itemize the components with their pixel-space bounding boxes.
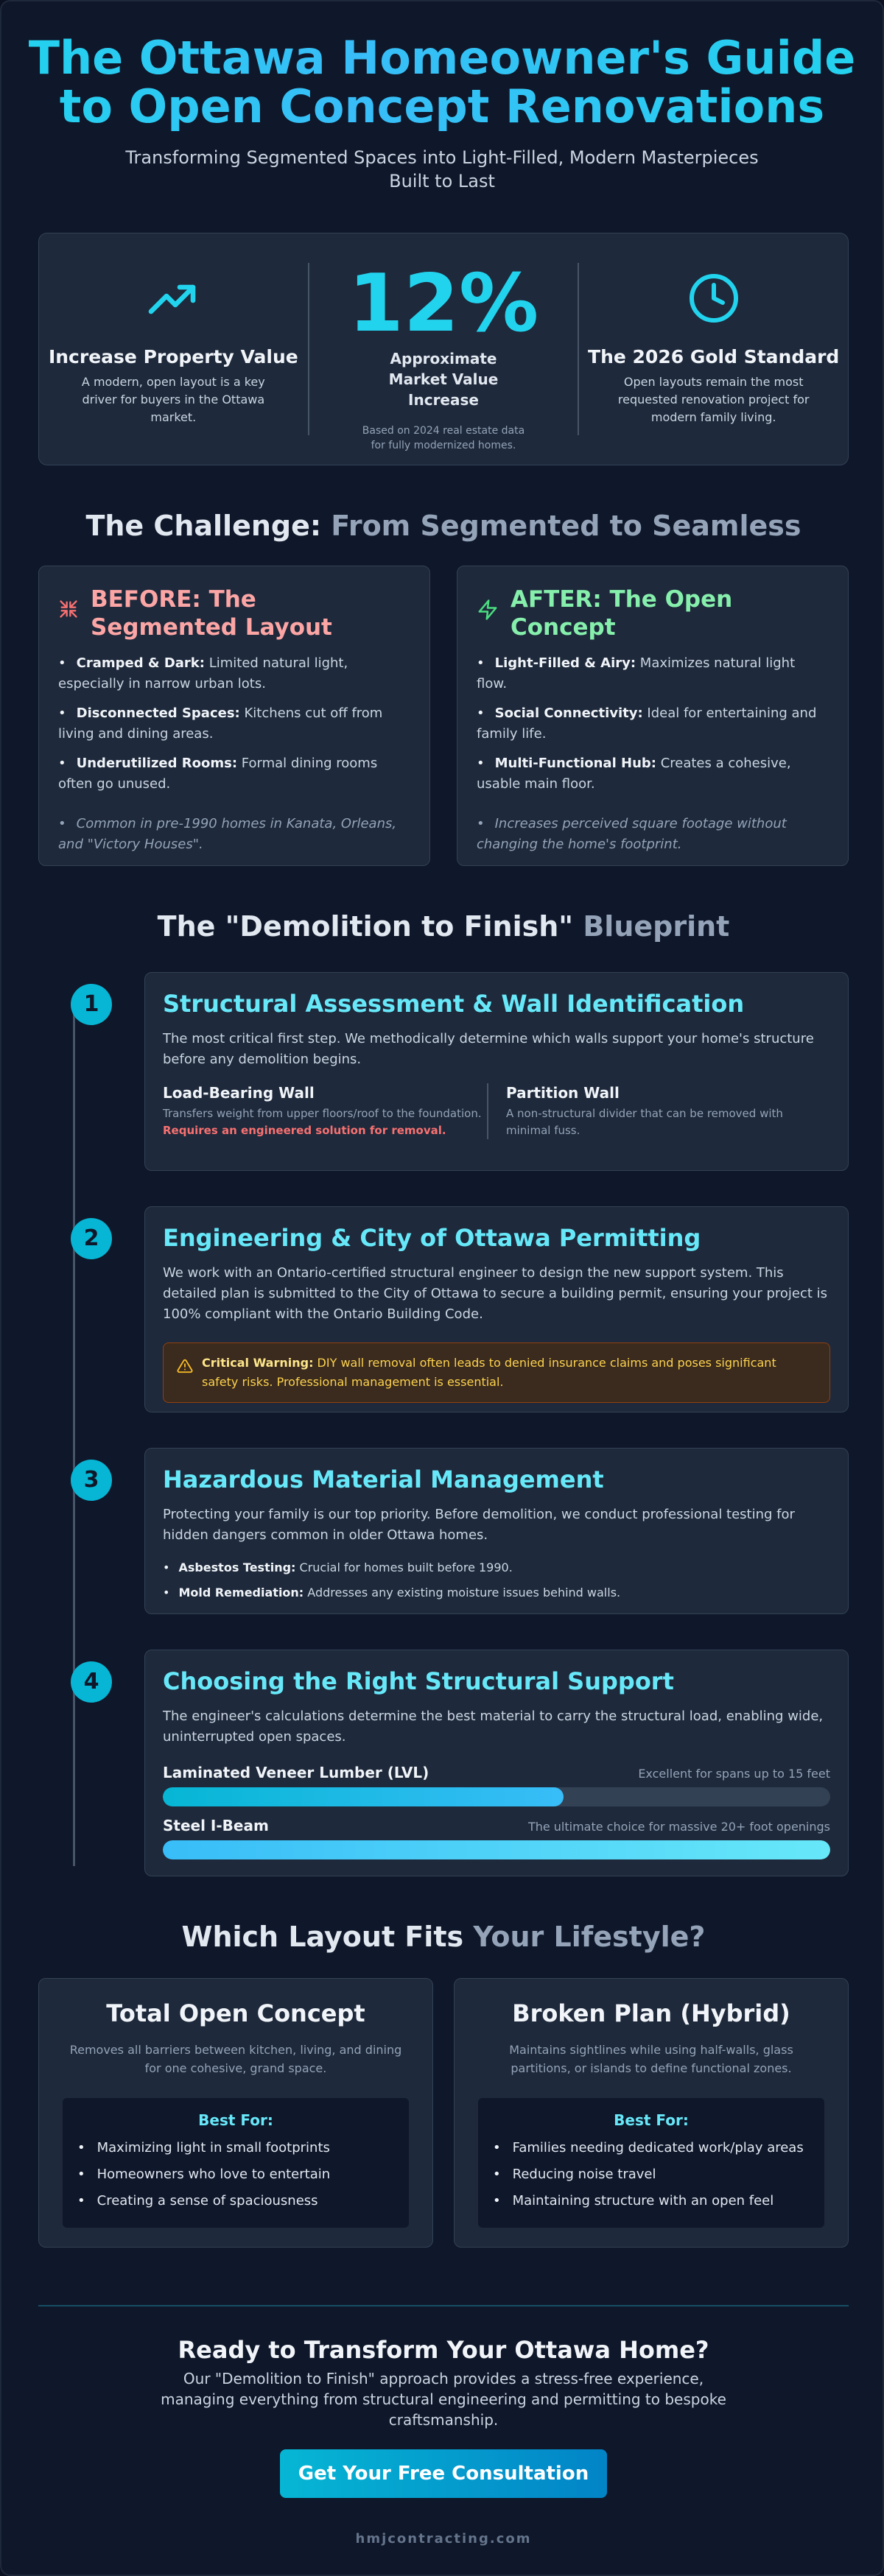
stat-title: The 2026 Gold Standard — [588, 346, 840, 367]
progress-fill — [163, 1787, 564, 1806]
stats-panel — [38, 233, 849, 465]
best-for-box: Best For: • Families needing dedicated work/play areas • Reducing noise travel • Maintaining structure with an open feel — [478, 2098, 824, 2228]
before-list — [58, 653, 410, 855]
after-note: • Increases perceived square footage without changing the home's footprint. — [477, 814, 829, 855]
list-item: • Creating a sense of spaciousness — [77, 2192, 394, 2210]
stat-market-value — [308, 258, 580, 451]
layout-card-open — [38, 1978, 433, 2248]
step-text: We work with an Ontario-certified structural engineer to design the new support system. This detailed plan is submitted to the City of Ottawa to secure a building permit, ensuring your project is 100% compliant with the Ontario Building Code. — [163, 1265, 828, 1322]
list-item: • Maximizing light in small footprints — [77, 2139, 394, 2157]
stat-note: Based on 2024 real estate data for fully modernized homes. — [362, 425, 525, 451]
after-card — [457, 566, 849, 866]
list-item: • Multi-Functional Hub: Creates a cohesive, usable main floor. — [477, 753, 829, 795]
list-item: • Disconnected Spaces: Kitchens cut off from living and dining areas. — [58, 703, 410, 745]
hero — [1, 1, 883, 193]
before-title: BEFORE: The Segmented Layout — [91, 586, 332, 641]
list-item: • Reducing noise travel — [493, 2166, 810, 2183]
step-number-4: 4 — [71, 1661, 112, 1703]
list-item: • Social Connectivity: Ideal for entertaining and family life. — [477, 703, 829, 745]
step-card-4 — [144, 1650, 849, 1876]
clock-icon — [687, 272, 740, 325]
hazard-list — [163, 1559, 830, 1602]
support-lvl: Laminated Veneer Lumber (LVL) Excellent for spans up to 15 feet — [163, 1764, 830, 1806]
list-item: • Light-Filled & Airy: Maximizes natural light flow. — [477, 653, 829, 694]
timeline-line — [73, 999, 75, 1866]
before-card — [38, 566, 430, 866]
stat-label: Approximate Market Value Increase — [388, 350, 499, 409]
step-number-1: 1 — [71, 984, 112, 1025]
title-line-2: to Open Concept Renovations — [59, 80, 825, 133]
step-card-2 — [144, 1206, 849, 1412]
wall-types — [163, 1083, 830, 1139]
stat-desc: Open layouts remain the most requested renovation project for modern family living. — [617, 375, 810, 424]
step-title: Structural Assessment & Wall Identification — [163, 990, 745, 1018]
step-number-3: 3 — [71, 1460, 112, 1501]
stat-property-value — [39, 233, 308, 465]
consultation-button[interactable]: Get Your Free Consultation — [280, 2449, 607, 2498]
footer-site-link[interactable]: hmjcontracting.com — [355, 2531, 532, 2547]
list-item: • Underutilized Rooms: Formal dining rooms often go unused. — [58, 753, 410, 795]
stat-desc: A modern, open layout is a key driver for buyers in the Ottawa market. — [81, 375, 265, 424]
progress-fill — [163, 1840, 830, 1859]
page-title — [1, 31, 883, 133]
stat-title: Increase Property Value — [48, 346, 298, 367]
before-note: • Common in pre-1990 homes in Kanata, Orleans, and "Victory Houses". — [58, 814, 410, 855]
step-text: Protecting your family is our top priority. Before demolition, we conduct professional testing for hidden dangers common in older Ottawa homes. — [163, 1507, 795, 1543]
trending-up-icon — [147, 272, 200, 325]
after-title: AFTER: The Open Concept — [511, 586, 733, 641]
cta-title: Ready to Transform Your Ottawa Home? — [178, 2336, 709, 2364]
load-bearing-wall: Load-Bearing Wall Transfers weight from upper floors/roof to the foundation. Requires an engineered solution for removal. — [163, 1084, 482, 1137]
step-card-3 — [144, 1448, 849, 1614]
stat-big-number: 12% — [348, 258, 539, 350]
support-steel: Steel I-Beam The ultimate choice for massive 20+ foot openings — [163, 1817, 830, 1859]
critical-warning: Critical Warning: DIY wall removal often leads to denied insurance claims and poses significant safety risks. Professional management is essential. — [163, 1342, 830, 1403]
layout-title: Total Open Concept — [106, 1999, 365, 2027]
list-item: • Cramped & Dark: Limited natural light, especially in narrow urban lots. — [58, 653, 410, 694]
step-title: Engineering & City of Ottawa Permitting — [163, 1224, 701, 1252]
list-item: • Homeowners who love to entertain — [77, 2166, 394, 2183]
layout-card-broken — [454, 1978, 849, 2248]
step-title: Hazardous Material Management — [163, 1465, 604, 1493]
layouts-heading: Which Layout Fits Your Lifestyle? — [181, 1921, 706, 1953]
shrink-arrows-icon — [58, 599, 79, 619]
page-subtitle: Transforming Segmented Spaces into Light-Filled, Modern Masterpieces Built to Last — [125, 147, 759, 191]
lightning-icon — [477, 599, 499, 621]
partition-wall: Partition Wall A non-structural divider that can be removed with minimal fuss. — [487, 1083, 830, 1139]
list-item: • Families needing dedicated work/play areas — [493, 2139, 810, 2157]
step-text: The most critical first step. We methodically determine which walls support your home's structure before any demolition begins. — [163, 1031, 814, 1067]
progress-track — [163, 1840, 830, 1859]
stat-gold-standard — [579, 233, 848, 465]
blueprint-heading: The "Demolition to Finish" Blueprint — [157, 910, 730, 943]
layout-desc: Maintains sightlines while using half-walls, glass partitions, or islands to define functional zones. — [509, 2043, 793, 2075]
warning-icon — [177, 1358, 193, 1374]
progress-track — [163, 1787, 830, 1806]
list-item: • Mold Remediation: Addresses any existing moisture issues behind walls. — [163, 1584, 830, 1602]
layout-title: Broken Plan (Hybrid) — [512, 1999, 790, 2027]
section-divider — [38, 2305, 849, 2306]
step-text: The engineer's calculations determine the best material to carry the structural load, enabling wide, uninterrupted open spaces. — [163, 1708, 824, 1745]
title-line-1: The Ottawa Homeowner's Guide — [28, 31, 856, 85]
list-item: • Asbestos Testing: Crucial for homes built before 1990. — [163, 1559, 830, 1577]
step-number-2: 2 — [71, 1218, 112, 1259]
best-for-box: Best For: • Maximizing light in small footprints • Homeowners who love to entertain • Creating a sense of spaciousness — [63, 2098, 409, 2228]
step-title: Choosing the Right Structural Support — [163, 1667, 674, 1695]
layout-desc: Removes all barriers between kitchen, living, and dining for one cohesive, grand space. — [69, 2043, 402, 2075]
after-list — [477, 653, 829, 855]
cta-text: Our "Demolition to Finish" approach provides a stress-free experience, managing everything from structural engineering and permitting to bespoke craftsmanship. — [161, 2370, 726, 2429]
list-item: • Maintaining structure with an open feel — [493, 2192, 810, 2210]
challenge-heading: The Challenge: From Segmented to Seamless — [85, 510, 801, 542]
step-card-1 — [144, 972, 849, 1171]
